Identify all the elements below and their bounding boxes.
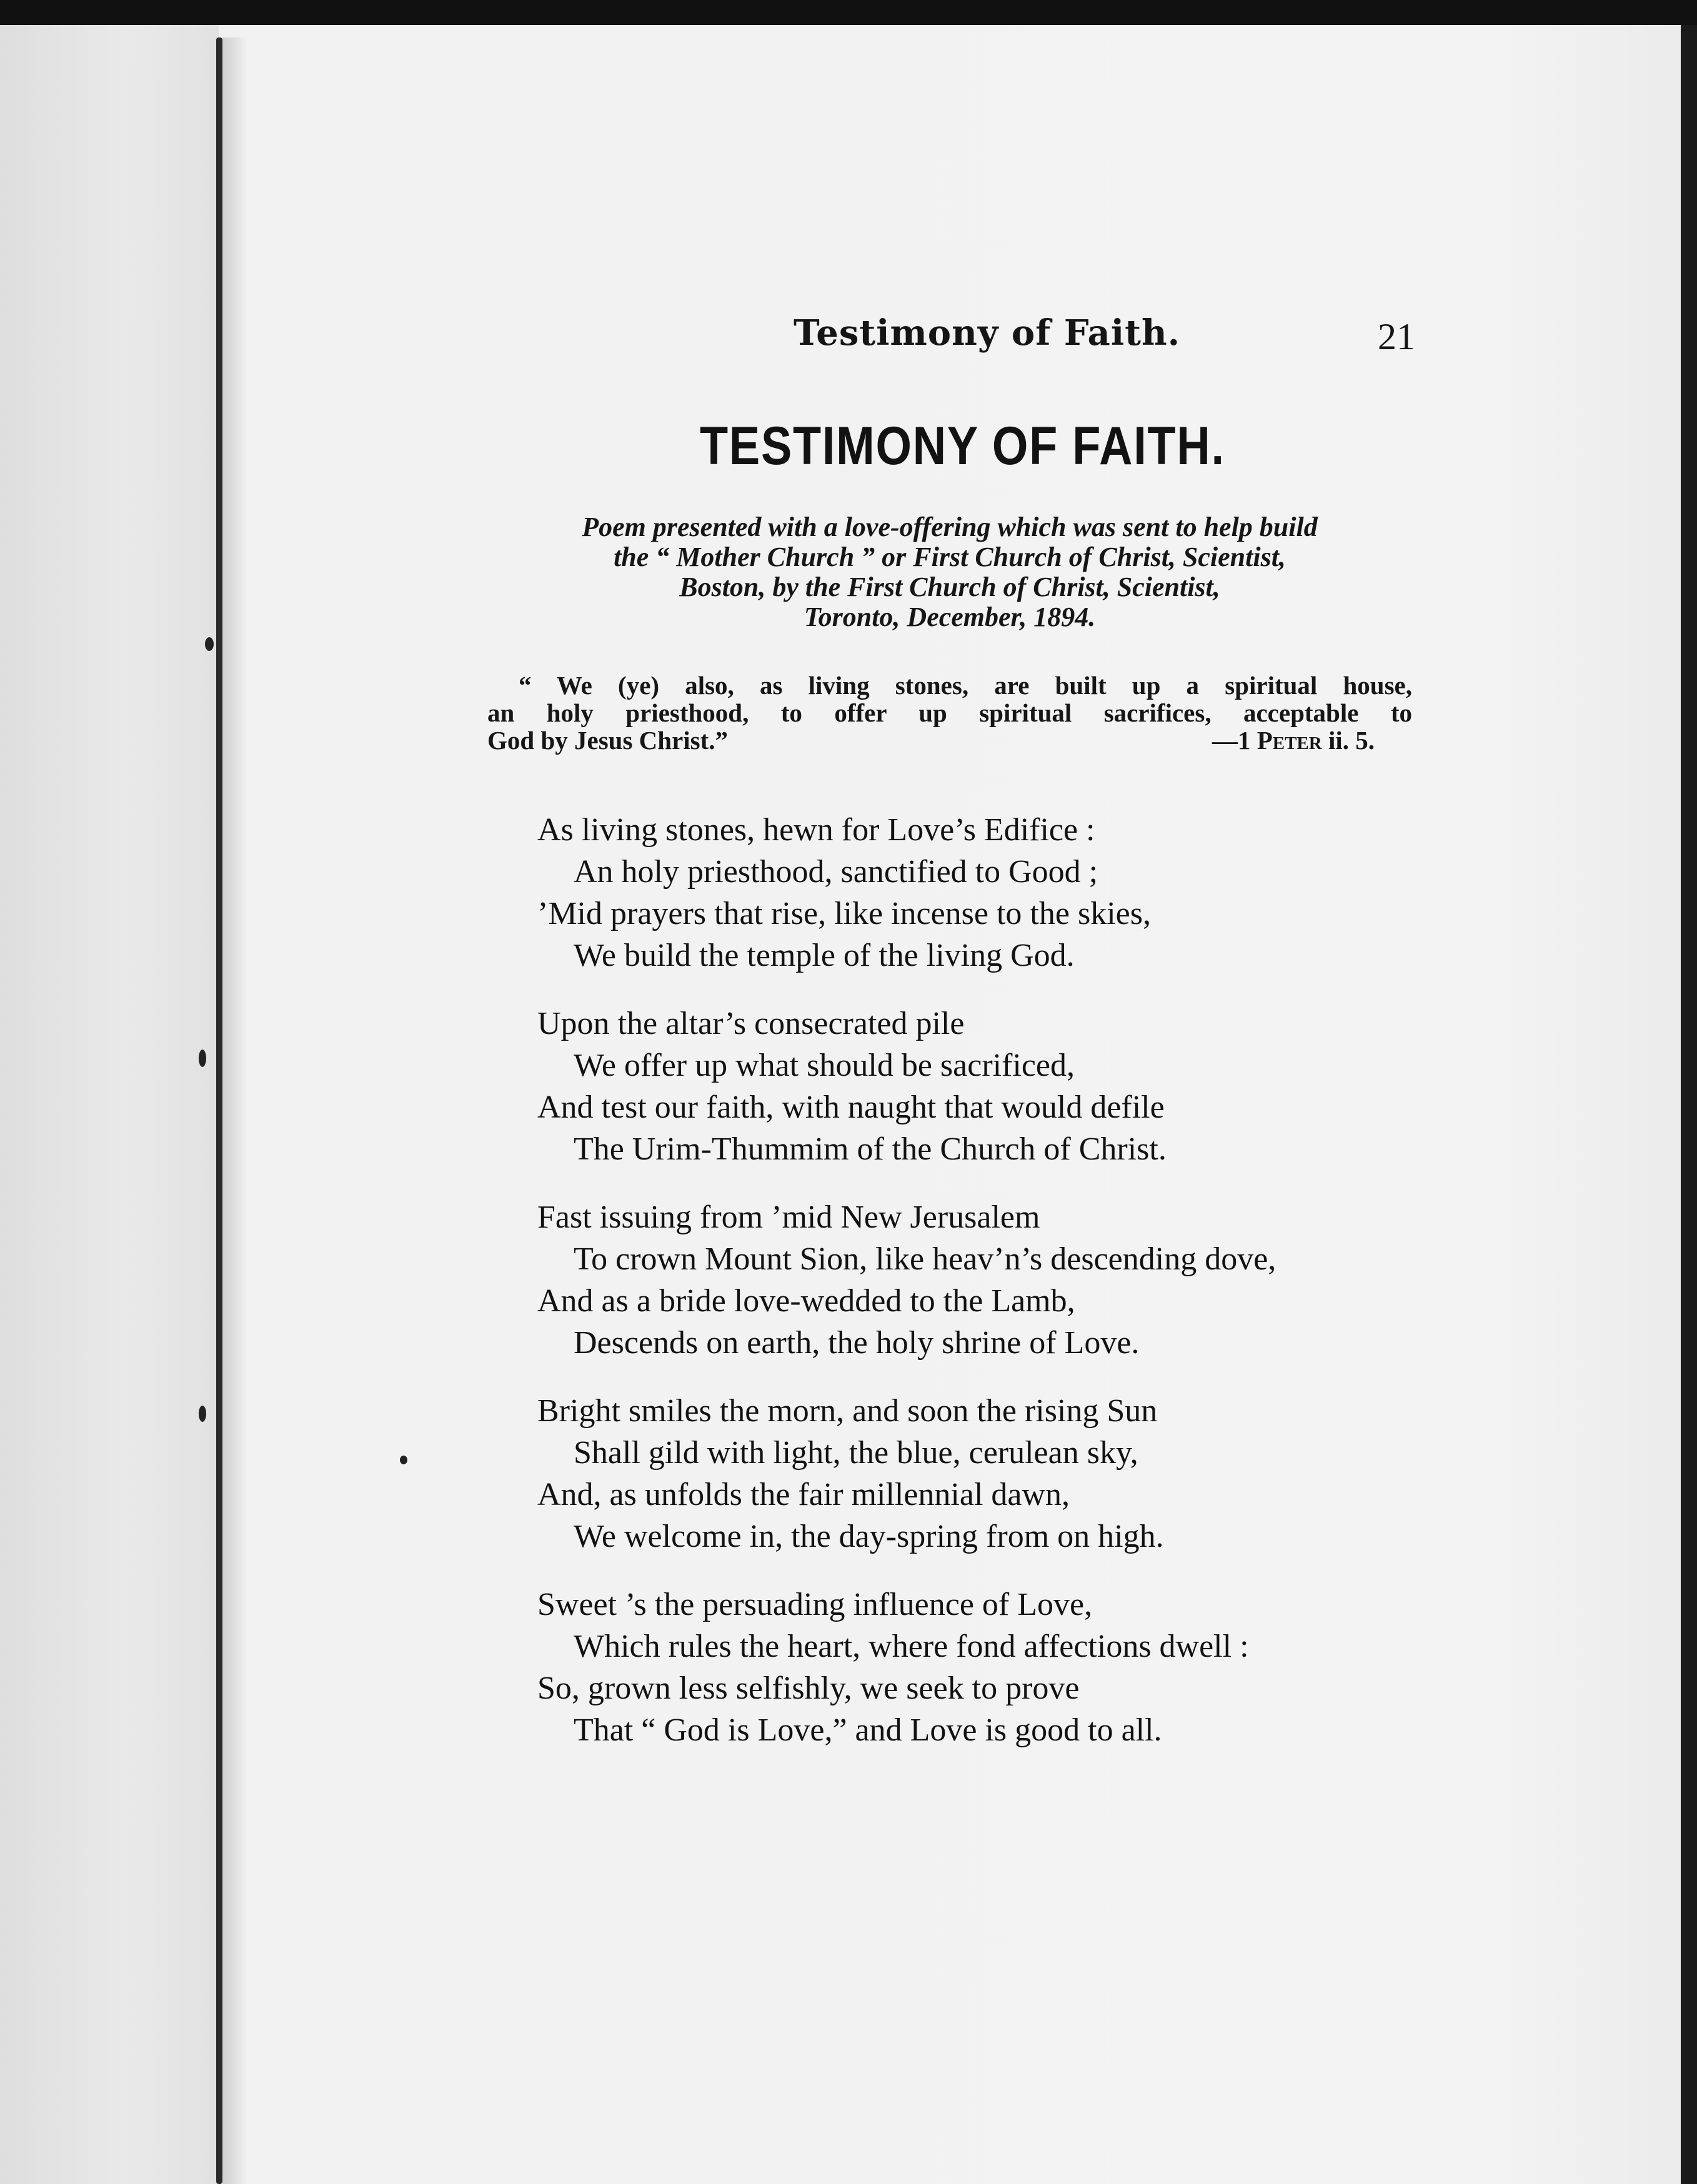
citation-name: Peter [1257, 726, 1322, 755]
poem-title: TESTIMONY OF FAITH. [700, 416, 1225, 476]
scan-speck [400, 1456, 407, 1464]
verse-line: And test our faith, with naught that would defile [537, 1090, 1165, 1125]
epigraph-line [487, 727, 1412, 754]
facing-page-edge [0, 25, 219, 2184]
verse-line: So, grown less selfishly, we seek to prove [537, 1670, 1080, 1706]
subtitle-line: Toronto, December, 1894. [804, 602, 1096, 632]
running-head: Testimony of Faith. [794, 312, 1181, 354]
subtitle-line: Boston, by the First Church of Christ, Scientist, [679, 572, 1220, 602]
scripture-epigraph [487, 672, 1412, 754]
verse-line: And as a bride love-wedded to the Lamb, [537, 1283, 1075, 1319]
citation-reference: ii. 5. [1321, 726, 1375, 755]
verse-line: Fast issuing from ’mid New Jerusalem [537, 1199, 1040, 1235]
verse-line: We welcome in, the day-spring from on high. [574, 1519, 1164, 1554]
verse-line: That “ God is Love,” and Love is good to all. [574, 1712, 1162, 1748]
verse-line: To crown Mount Sion, like heav’n’s descending dove, [574, 1241, 1276, 1277]
epigraph-citation [1212, 727, 1375, 754]
epigraph-line-text: God by Jesus Christ.” [487, 726, 729, 755]
scan-speck [199, 1406, 206, 1422]
verse-line: Which rules the heart, where fond affections dwell : [574, 1629, 1249, 1664]
verse-line: An holy priesthood, sanctified to Good ; [574, 854, 1098, 890]
verse-line: Descends on earth, the holy shrine of Love. [574, 1325, 1140, 1361]
scan-right-edge [1681, 25, 1697, 2184]
verse-line: Sweet ’s the persuading influence of Love, [537, 1587, 1093, 1622]
epigraph-line: an holy priesthood, to offer up spiritual sacrifices, acceptable to [487, 698, 1412, 727]
verse-line: And, as unfolds the fair millennial dawn, [537, 1477, 1070, 1512]
page-number: 21 [1378, 316, 1415, 357]
gutter-shadow [222, 37, 247, 2184]
stanza [537, 1003, 1276, 1170]
stanza [537, 1196, 1276, 1364]
scan-speck [199, 1050, 206, 1067]
stanza [537, 1584, 1276, 1751]
subtitle-line: the “ Mother Church ” or First Church of Christ, Scientist, [614, 542, 1286, 572]
poem-subtitle [487, 512, 1412, 632]
verse-line: Shall gild with light, the blue, cerulean sky, [574, 1435, 1138, 1471]
verse-line: The Urim-Thummim of the Church of Christ. [574, 1131, 1167, 1167]
citation-prefix: —1 [1212, 726, 1257, 755]
subtitle-line: Poem presented with a love-offering which was sent to help build [582, 512, 1318, 542]
verse-line: We build the temple of the living God. [574, 938, 1075, 973]
stanza [537, 809, 1276, 976]
verse-line: Upon the altar’s consecrated pile [537, 1006, 965, 1041]
verse-line: Bright smiles the morn, and soon the rising Sun [537, 1393, 1158, 1429]
scan-speck [205, 637, 214, 651]
stanza [537, 1390, 1276, 1557]
verse-line: We offer up what should be sacrificed, [574, 1048, 1075, 1083]
gutter-fold [216, 37, 222, 2184]
verse-line: As living stones, hewn for Love’s Edifice : [537, 812, 1095, 848]
epigraph-line: “ We (ye) also, as living stones, are built up a spiritual house, [519, 671, 1412, 700]
poem-body [537, 809, 1276, 1777]
verse-line: ’Mid prayers that rise, like incense to the skies, [537, 896, 1151, 931]
